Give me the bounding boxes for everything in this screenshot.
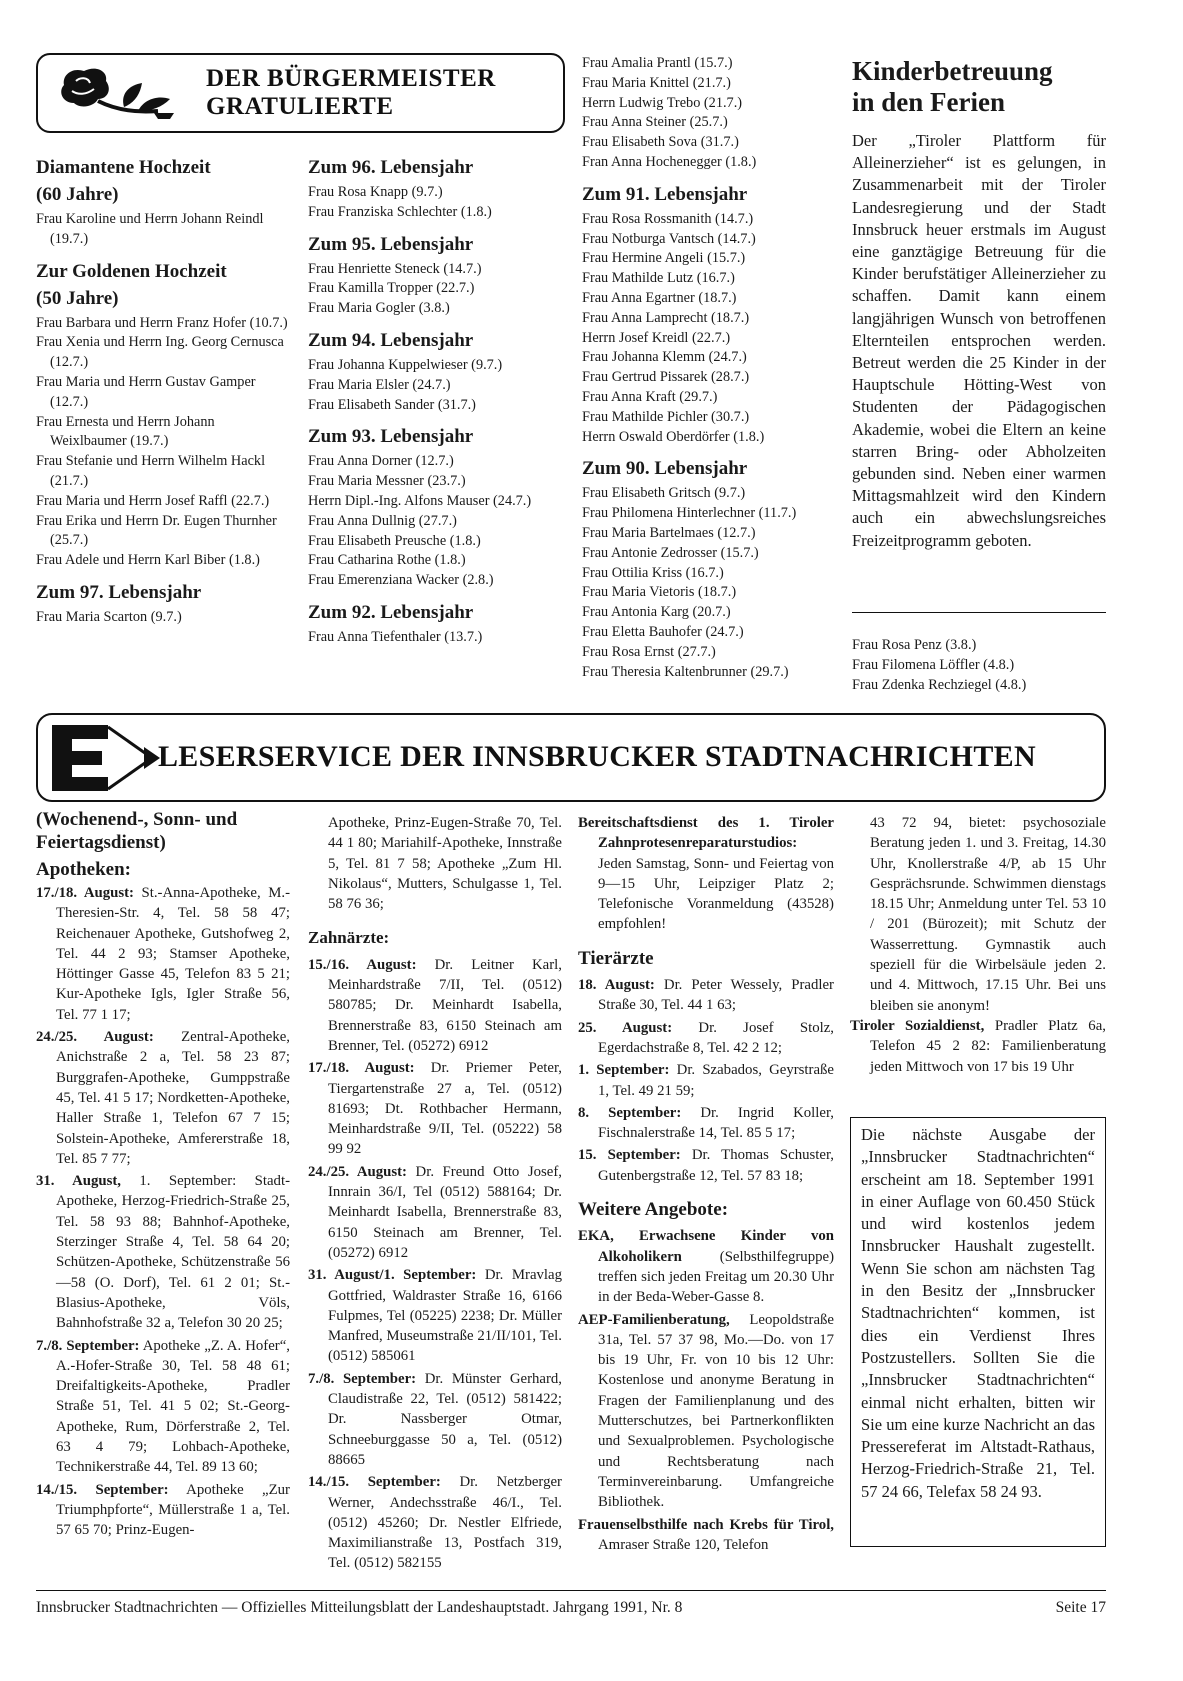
service-entry [36,1027,290,1169]
rose-icon [54,61,184,125]
service-entry-text: Dr. Thomas Schuster, Gutenbergstraße 12, Tel. 57 83 18; [598,1147,834,1184]
service-entry-text: Dr. Peter Wessely, Pradler Straße 30, Tel. 44 1 63; [598,977,834,1014]
list-item: Frau Catharina Rothe (1.8.) [308,552,466,569]
kinder-title-line1: Kinderbetreuung [852,56,1053,86]
next-issue-text: Die nächste Ausgabe der „Innsbrucker Stadtnachrichten“ erscheint am 18. September 1991 in einer Auflage von 60.450 Stück und wird kostenlos jedem Innsbrucker Haushalt zugestellt. Wenn Sie schon am nächsten Tag in den Besitz der „Innsbrucker Stadtnachrichten“ kommen, ist dies ein Verdienst Ihres Postzustellers. Sollten Sie die „Innsbrucker Stadtnachrichten“ einmal nicht erhalten, bitten wir Sie um eine kurze Nachricht an das Pressereferat im Altstadt-Rathaus, Herzog-Friedrich-Straße 21, Tel. 57 24 66, Telefax 58 24 93. [861,1125,1095,1501]
service-entry-lead: 15./16. August: [308,956,417,973]
weitere-heading: Weitere Angebote: [578,1199,729,1221]
footer-rule [36,1590,1106,1591]
list-item: Frau Filomena Löffler (4.8.) [852,656,1015,673]
service-entry [308,1162,562,1263]
service-entry-lead: 14./15. September: [36,1481,169,1498]
gratulation-column-2 [308,156,562,648]
list-item: Frau Adele und Herrn Karl Biber (1.8.) [36,552,260,569]
section-subheading: (60 Jahre) [36,184,119,205]
list-item: Frau Maria Gogler (3.8.) [308,300,450,317]
list-item: Frau Erika und Herrn Dr. Eugen Thurnher (25.7.) [36,512,277,549]
leserservice-banner-title: LESERSERVICE DER INNSBRUCKER STADTNACHRICHTEN [158,740,1036,773]
section-heading: Zum 91. Lebensjahr [582,183,748,205]
list-item: Frau Anna Tiefenthaler (13.7.) [308,628,483,645]
list-item: Frau Eletta Bauhofer (24.7.) [582,623,744,640]
service-entry [308,955,562,1056]
service-entry-lead: AEP-Familienberatung, [578,1311,730,1328]
service-entry-lead: 15. September: [578,1147,681,1164]
leserservice-banner [36,713,1106,802]
list-item: Frau Johanna Kuppelwieser (9.7.) [308,356,503,373]
section-subheading: (50 Jahre) [36,287,119,309]
service-entry-text: 1. September: Stadt-Apotheke, Herzog-Friedrich-Straße 25, Tel. 58 93 88; Bahnhof-Apotheke, Sterzinger Straße 4, Tel. 58 64 20; Schützen-Apotheke, Schützenstraße 56—58 (O. Dorf), Tel. 61 2 01; St.-Blasius-Apotheke, Völs, Bahnhofstraße 32 a, Telefon 30 20 25; [56,1173,290,1332]
list-item: Frau Theresia Kaltenbrunner (29.7.) [582,663,789,680]
kinder-article [852,130,1106,552]
list-item: Frau Xenia und Herrn Ing. Georg Cernusca (12.7.) [36,334,284,371]
list-item: Herrn Oswald Oberdörfer (1.8.) [582,428,765,445]
section-heading: Zum 92. Lebensjahr [308,601,474,623]
list-item: Frau Elisabeth Sander (31.7.) [308,396,476,413]
kinder-after-list [852,636,1106,695]
service-entry-text: Dr. Priemer Peter, Tiergartenstraße 27 a, Tel. (0512) 81693; Dt. Rothbacher Hermann, Meinhardstraße 9/II, Tel. (05222) 58 99 92 [328,1060,562,1158]
list-item: Frau Maria Messner (23.7.) [308,473,466,490]
service-col4-intro: 43 72 94, bietet: psychosoziale Beratung jeden 1. und 3. Freitag, 14.30 Uhr, Knollerstraße 4/P, ab 15 Uhr Gesprächsrunde. Schwimmen dienstags 18.15 Uhr; Anmeldung unter Tel. 53 10 / 201 (Bürozeit); mit Schutz der Wasserrettung. Gymnastik auch speziell für die Wirbelsäule jeden 2. und 4. Mittwoch, 17.15 Uhr. Bei uns bleiben sie anonym! [870,815,1106,1014]
service-entry [36,883,290,1025]
list-item: Herrn Ludwig Trebo (21.7.) [582,94,743,111]
service-entry-text: Dr. Szabados, Geyrstraße 1, Tel. 49 21 59; [598,1062,835,1099]
service-column-3 [578,813,834,1557]
service-entry-text: Zentral-Apotheke, Anichstraße 2 a, Tel. 58 23 87; Burggrafen-Apotheke, Gumppstraße 45, Tel. 41 5 17; Nordketten-Apotheke, Haller Straße 1, Telefon 67 7 15; Solstein-Apotheke, Amfererstraße 18, Tel. 85 7 77; [56,1029,290,1167]
service-column-4 [850,813,1106,1077]
list-item: Frau Elisabeth Sova (31.7.) [582,134,739,151]
gratulation-column-1 [36,156,290,628]
service-entry-text: Leopoldstraße 31a, Tel. 57 37 98, Mo.—Do. von 17 bis 19 Uhr, Fr. von 10 bis 12 Uhr: Kostenlose und anonyme Beratung in Fragen der Familienplanung und des Mutterschutzes, bei Partnerkonflikten und Sexualproblemen. Psychologische und Rechtsberatung nach Terminvereinbarung. Umfangreiche Bibliothek. [598,1311,834,1511]
service-entry-text: Dr. Ingrid Koller, Fischnalerstraße 14, Tel. 85 5 17; [598,1104,835,1142]
service-entry-text: Amraser Straße 120, Telefon [598,1536,769,1553]
list-item: Frau Maria Elsler (24.7.) [308,376,451,393]
list-item: Frau Hermine Angeli (15.7.) [582,250,746,267]
service-col2-intro: Apotheke, Prinz-Eugen-Straße 70, Tel. 44 1 80; Mariahilf-Apotheke, Innstraße 5, Tel. 81 7 58; Apotheke „Zum Hl. Nikolaus“, Mutters, Schulgasse 1, Tel. 58 76 36; [328,815,562,913]
service-column-1 [36,808,290,1543]
service-entry [308,1369,562,1470]
list-item: Fran Anna Hochenegger (1.8.) [582,153,757,170]
section-heading: Diamantene Hochzeit [36,157,211,178]
list-item: Frau Karoline und Herrn Johann Reindl (19.7.) [36,211,264,247]
list-item: Frau Zdenka Rechziegel (4.8.) [852,676,1027,693]
service-entry-lead: 31. August, [36,1173,121,1190]
section-heading: Zur Goldenen Hochzeit [36,260,227,282]
section-heading: Zum 93. Lebensjahr [308,426,474,448]
sozialdienst-entry [850,1016,1106,1077]
list-item: Frau Kamilla Tropper (22.7.) [308,280,475,297]
kinder-title-line2: in den Ferien [852,87,1005,117]
service-entry-text: Apotheke „Z. A. Hofer“, A.-Hofer-Straße 30, Tel. 58 48 61; Dreifaltigkeits-Apotheke, Pradler Straße 51, Tel. 41 5 02; St.-Georg-Apotheke, Rum, Dörferstraße 2, Tel. 63 4 79; Lohbach-Apotheke, Technikerstraße 44, Tel. 89 13 60; [56,1337,290,1476]
service-entry-text: Apotheke „Zur Triumphpforte“, Müllerstraße 1 a, Tel. 57 65 70; Prinz-Eugen- [56,1481,290,1539]
bereitschaft-lead: Bereitschaftsdienst des 1. Tiroler Zahnprotesenreparaturstudios: [578,815,834,852]
list-item: Frau Notburga Vantsch (14.7.) [582,230,756,247]
list-item: Frau Mathilde Lutz (16.7.) [582,270,735,287]
list-item: Frau Anna Egartner (18.7.) [582,289,737,306]
service-entry-lead: 1. September: [578,1062,670,1079]
service-entry [578,1310,834,1513]
arrow-logo-icon [52,725,162,791]
gratulation-banner-line1: DER BÜRGERMEISTER [206,65,496,92]
list-item: Frau Stefanie und Herrn Wilhelm Hackl (21.7.) [36,453,266,489]
list-item: Frau Elisabeth Preusche (1.8.) [308,532,481,549]
section-heading: Zum 94. Lebensjahr [308,329,474,351]
tieraerzte-heading: Tierärzte [578,947,654,969]
list-item: Frau Rosa Knapp (9.7.) [308,184,443,200]
kinder-title [852,56,1112,118]
service-entry-lead: 8. September: [578,1104,682,1121]
service-entry-lead: 7./8. September: [36,1337,140,1354]
service-entry-lead: 31. August/1. September: [308,1267,477,1284]
list-item: Frau Anna Steiner (25.7.) [582,114,728,131]
list-item: Frau Rosa Rossmanith (14.7.) [582,210,754,227]
list-item: Frau Rosa Ernst (27.7.) [582,643,716,660]
service-entry [578,1145,834,1186]
service-entry-text: St.-Anna-Apotheke, M.-Theresien-Str. 4, Tel. 58 58 47; Reichenauer Apotheke, Gutshofweg 2, Tel. 44 2 93; Stamser Apotheke, Höttinger Gasse 45, Telefon 83 5 21; Kur-Apotheke Igls, Igler Straße 56, Tel. 77 1 17; [56,885,290,1023]
service-entry [578,1018,834,1059]
list-item: Frau Henriette Steneck (14.7.) [308,260,482,277]
list-item: Frau Anna Lamprecht (18.7.) [582,309,750,326]
service-entry-text: Dr. Netzberger Werner, Andechsstraße 46/I., Tel. (0512) 45260; Dr. Nestler Elfriede, Maximilianstraße 13, Postfach 319, Tel. (0512) 582155 [328,1474,562,1572]
service-column-2 [308,813,562,1576]
service-entry-text: Dr. Mravlag Gottfried, Waldraster Straße 16, 6166 Fulpmes, Tel (05225) 2238; Dr. Müller Manfred, Museumstraße 21/II/101, Tel. (0512) 585061 [328,1267,562,1365]
service-entry-lead: 7./8. September: [308,1370,417,1387]
kinder-body: Der „Tiroler Plattform für Alleinerzieher“ ist es gelungen, in Zusammenarbeit mit der Tiroler Landesregierung und der Stadt Innsbruck heuer erstmals im August eine ganztägige Betreuung für die Kinder berufstätiger Alleinerzieher zu schaffen. Damit kann einem langjährigen Wunsch von betroffenen Elternteilen entsprochen werden. Betreut werden die 25 Kinder in der Hauptschule Hötting-West von Studenten der Pädagogischen Akademie, wobei die Eltern an keine starren Bring- oder Abholzeiten gebunden sind. Neben einer warmen Mittagsmahlzeit wird den Kindern auch ein abwechslungsreiches Freizeitprogramm geboten. [852,131,1106,550]
list-item: Frau Anna Dullnig (27.7.) [308,512,457,529]
service-entry-lead: Frauenselbsthilfe nach Krebs für Tirol, [578,1516,834,1533]
gratulation-banner-line2: GRATULIERTE [206,93,394,120]
section-heading: Zum 95. Lebensjahr [308,233,474,255]
footer-page: Seite 17 [1055,1599,1106,1616]
gratulation-column-3 [582,54,832,682]
footer-left: Innsbrucker Stadtnachrichten — Offizielles Mitteilungsblatt der Landeshauptstadt. Jahrgang 1991, Nr. 8 [36,1599,683,1616]
list-item: Frau Antonia Karg (20.7.) [582,604,731,621]
service-entry [36,1336,290,1478]
bereitschaft-text: Jeden Samstag, Sonn- und Feiertag von 9—15 Uhr, Leipziger Platz 2; Telefonische Voranmeldung (43528) empfohlen! [598,855,834,933]
list-item: Frau Amalia Prantl (15.7.) [582,55,733,71]
list-item: Herrn Josef Kreidl (22.7.) [582,329,731,346]
list-item: Frau Maria und Herrn Josef Raffl (22.7.) [36,492,270,509]
list-item: Frau Maria und Herrn Gustav Gamper (12.7.) [36,373,256,410]
list-item: Frau Maria Knittel (21.7.) [582,74,731,91]
service-entry [578,975,834,1016]
service-entry-text: Dr. Münster Gerhard, Claudistraße 22, Tel. (0512) 581422; Dr. Nassberger Otmar, Schneeburggasse 50 a, Tel. (0512) 88665 [328,1370,562,1468]
sozialdienst-lead: Tiroler Sozialdienst, [850,1017,985,1034]
service-entry [36,1480,290,1541]
service-entry [578,1060,834,1101]
list-item: Frau Emerenziana Wacker (2.8.) [308,572,494,589]
service-entry-lead: 17./18. August: [36,885,134,901]
service-entry-lead: 14./15. September: [308,1474,441,1491]
service-entry [578,1103,834,1144]
service-entry [578,1515,834,1556]
section-heading: Zum 97. Lebensjahr [36,581,202,603]
list-item: Frau Philomena Hinterlechner (11.7.) [582,505,797,522]
list-item: Frau Maria Bartelmaes (12.7.) [582,524,756,541]
zahnaerzte-heading: Zahnärzte: [308,928,390,948]
apotheken-heading: Apotheken: [36,859,132,880]
sozialdienst-text: Pradler Platz 6a, Telefon 45 2 82: Familienberatung jeden Mittwoch von 17 bis 19 Uhr [870,1017,1106,1075]
section-heading: Zum 90. Lebensjahr [582,458,748,480]
service-entry-lead: 24./25. August: [36,1029,154,1046]
service-entry-lead: EKA, Erwachsene Kinder von Alkoholikern [578,1228,834,1265]
next-issue-notice [850,1117,1106,1547]
list-item: Frau Rosa Penz (3.8.) [852,637,977,653]
service-entry [308,1058,562,1159]
list-item: Frau Anna Kraft (29.7.) [582,388,718,405]
list-item: Herrn Dipl.-Ing. Alfons Mauser (24.7.) [308,492,532,509]
list-item: Frau Antonie Zedrosser (15.7.) [582,544,759,561]
list-item: Frau Anna Dorner (12.7.) [308,453,454,470]
list-item: Frau Barbara und Herrn Franz Hofer (10.7.) [36,314,288,331]
service-entry-lead: 17./18. August: [308,1060,415,1077]
kinder-divider [852,612,1106,613]
list-item: Frau Mathilde Pichler (30.7.) [582,408,750,425]
service-entry-text: Dr. Josef Stolz, Egerdachstraße 8, Tel. 42 2 12; [598,1019,834,1056]
list-item: Frau Ernesta und Herrn Johann Weixlbaumer (19.7.) [36,413,215,450]
section-heading: Zum 96. Lebensjahr [308,157,474,178]
service-entry [36,1171,290,1333]
list-item: Frau Maria Scarton (9.7.) [36,608,182,625]
list-item: Frau Johanna Klemm (24.7.) [582,349,747,366]
service-entry [578,1226,834,1307]
list-item: Frau Maria Vietoris (18.7.) [582,584,737,601]
service-entry [308,1265,562,1366]
service-entry-lead: 18. August: [578,977,655,994]
service-entry-text: (Selbsthilfegruppe) treffen sich jeden Freitag um 20.30 Uhr in der Beda-Weber-Gasse 8. [598,1248,834,1306]
service-entry-text: Dr. Freund Otto Josef, Innrain 36/I, Tel (0512) 588164; Dr. Meinhardt Isabella, Brennerstraße 83, 6150 Steinach am Brenner, Tel. (05272) 6912 [328,1163,562,1261]
list-item: Frau Gertrud Pissarek (28.7.) [582,369,750,386]
list-item: Frau Franziska Schlechter (1.8.) [308,203,492,220]
service-head: (Wochenend-, Sonn- und Feiertagsdienst) [36,809,238,853]
service-entry [308,1472,562,1573]
gratulation-banner [36,53,565,133]
service-entry-lead: 25. August: [578,1019,673,1036]
list-item: Frau Ottilia Kriss (16.7.) [582,564,724,581]
service-entry-lead: 24./25. August: [308,1163,407,1180]
list-item: Frau Elisabeth Gritsch (9.7.) [582,485,746,502]
service-entry-text: Dr. Leitner Karl, Meinhardstraße 7/II, Tel. (0512) 580785; Dr. Meinhardt Isabella, Brennerstraße 83, 6150 Steinach am Brenner, Tel. (05272) 6912 [328,956,562,1054]
